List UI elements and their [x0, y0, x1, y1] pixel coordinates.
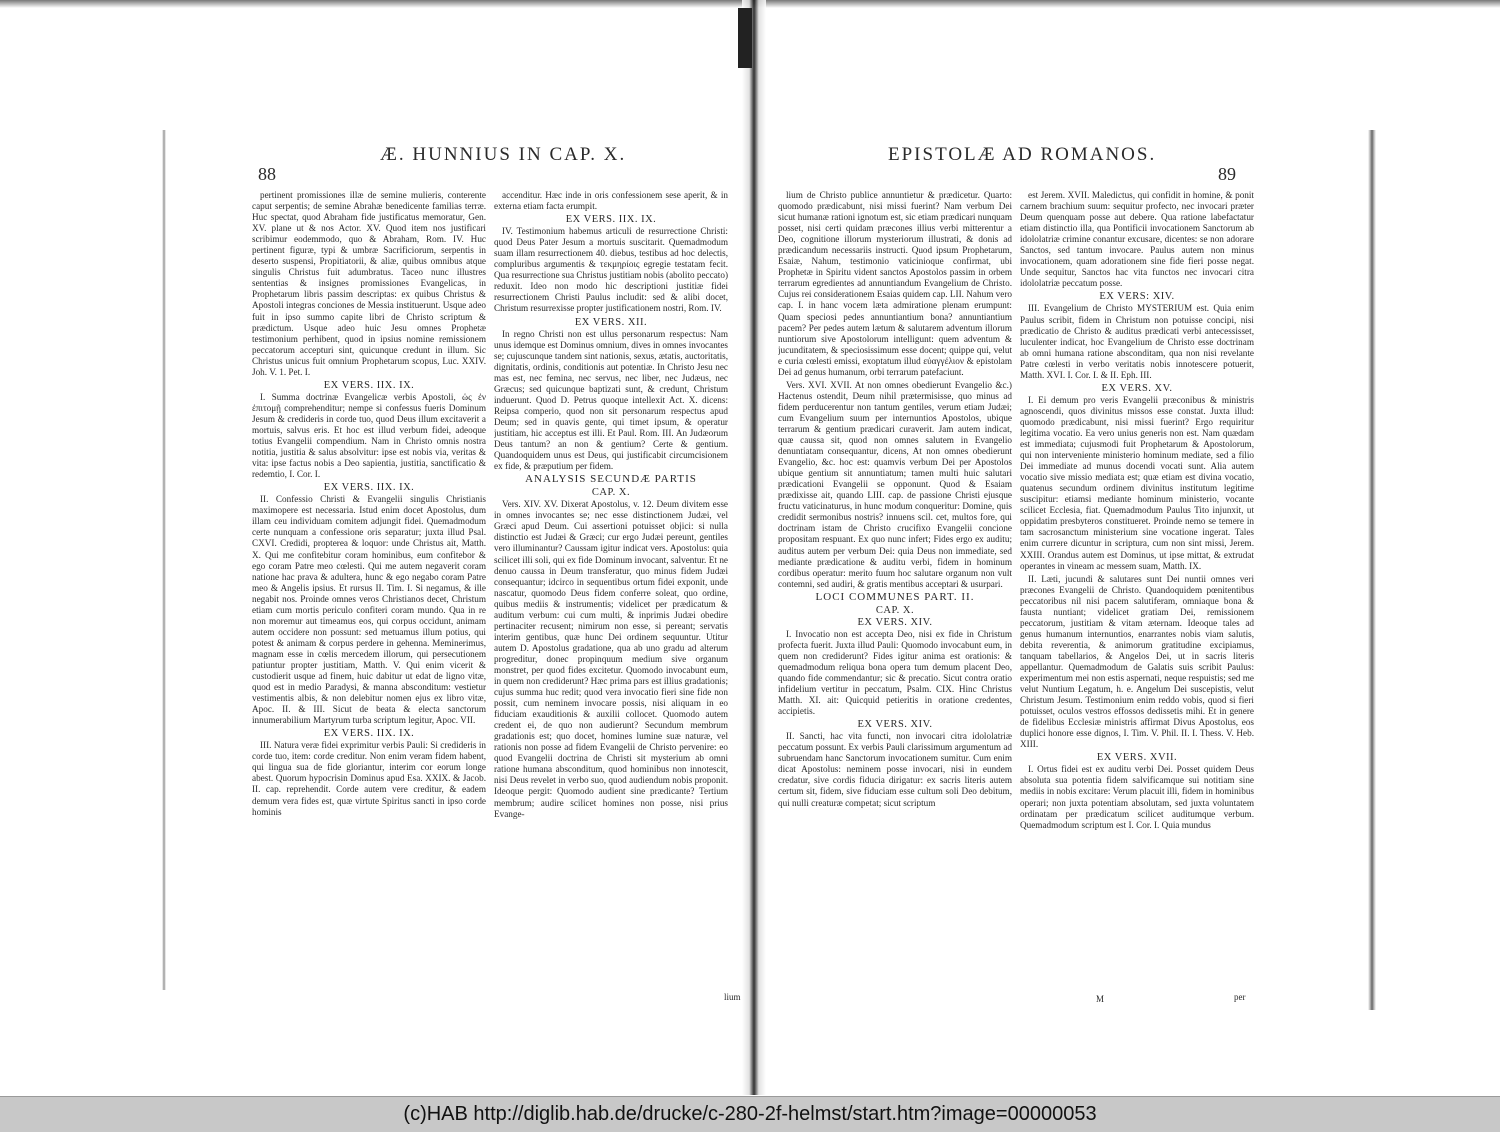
left-page [252, 140, 741, 1002]
section-heading: EX VERS. XIV. [857, 719, 933, 731]
section-heading: CAP. X. [875, 604, 915, 616]
section-heading: EX VERS. IIX. IX. [323, 379, 415, 391]
section-heading: EX VERS. IIX. IX. [323, 728, 415, 740]
paragraph: I. Summa doctrinæ Evangelicæ verbis Apostoli, ὡς ἐν ἐπιτομῇ comprehenditur; nempe si confessus fueris Dominum Jesum & credideris in corde tuo, quod Deus illum excitaverit a mortuis, salvus eris. Et hoc est illud verbum fidei, adeoque totius Evangelii compendium. Nam in Christo omnis nostra notitia, justitia & salus absolvitur: ipse est nobis via, veritas & vita: ipse factus nobis a Deo sapientia, justitia, sanctificatio & redemtio, I. Cor. I. [252, 391, 486, 480]
signature-mark: M [1096, 994, 1105, 1004]
right-page [778, 140, 1254, 1004]
section-heading: EX VERS. XV. [1101, 382, 1173, 394]
archive-credit-text: (c)HAB http://diglib.hab.de/drucke/c-280-2f-helmst/start.htm?image=00000053 [403, 1103, 1097, 1125]
section-heading: EX VERS. IIX. IX. [323, 482, 415, 494]
paragraph: I. Invocatio non est accepta Deo, nisi ex fide in Christum profecta fuerit. Juxta illud Pauli: Quomodo invocabunt eum, in quem non crediderunt? Fides igitur anima est orationis: & quemadmodum reliqua bona opera tum demum placent Deo, quando fide commendantur; sic & precatio. Sicut contra oratio infidelium vertitur in peccatum, Psalm. CIX. Hinc Christus Matth. XI. ait: Quicquid petieritis in oratione credentes, accipietis. [778, 628, 1012, 717]
left-page-header [252, 140, 732, 184]
section-heading: ANALYSIS SECUNDÆ PARTIS [525, 473, 697, 486]
section-heading: EX VERS. XVII. [1096, 752, 1178, 764]
right-column-1 [778, 190, 1012, 1000]
right-page-header [778, 140, 1252, 184]
section-heading: EX VERS: XIV. [1099, 291, 1175, 303]
section-heading: EX VERS. IIX. IX. [565, 214, 657, 226]
spine-shadow [738, 8, 752, 68]
section-heading: CAP. X. [591, 487, 631, 499]
section-heading: LOCI COMMUNES PART. II. [815, 590, 975, 603]
paragraph: Vers. XVI. XVII. At non omnes obedierunt Evangelio &c.) Hactenus ostendit, Deum nihil prætermisisse, quo minus ad fidem perducerentur non tantum gentiles, verum etiam Judæi; cum Evangelium suum per internuntios Apostolos, ubique terrarum & gentium prædicari curaverit. Jam autem indicat, quæ caussa sit, quod non omnes salutem in Evangelio denuntiatam consequantur, dicens, At non omnes obedierunt Evangelio, &c. hoc est: quamvis verbum Dei per Apostolos ubique gentium sit annuntiatum; tamen multi huic salutari prædicationi Evangelii se opponunt. Quod & Esaiam prædixisse ait, quando LIII. cap. de passione Christi ejusque fructu vaticinaturus, in hunc modum conqueritur: Domine, quis credidit sermonibus nostris? innuens scil. cet, multos fore, qui doctrinam istam de Christo crucifixo Evangelii concione propositam respuant. Ex quo nunc infert; Fides ergo ex auditu; auditus autem per verbum Dei: quia Deus non immediate, sed mediante prædicatione & auditu verbi, fidem in hominum cordibus operatur: merito fuum hoc salutare organum non vult contemni, sed audiri, & gratis mentibus acceptari & usurpari. [778, 379, 1012, 589]
running-title-right: EPISTOLÆ AD ROMANOS. [888, 144, 1157, 165]
section-heading: EX VERS. XII. [574, 316, 648, 328]
page-edge-right [1368, 130, 1376, 1010]
section-heading: EX VERS. XIV. [857, 616, 933, 628]
left-column-2 [494, 190, 728, 1000]
paragraph: II. Læti, jucundi & salutares sunt Dei nuntii omnes veri præcones Evangelii de Christo. Quandoquidem pœnitentibus peccatoribus nil nisi pacem salutiferam, omniaque bona & fausta nuntiant; videlicet gratiam Dei, remissionem peccatorum, justitiam & vitam æternam. Ideoque tales ad genus humanum internuntios, enarrantes nobis viam salutis, debita reverentia, & animorum gratitudine excipiamus, tanquam tabellarios, & Angelos Dei, ut in sacris literis appellantur. Quemadmodum de Galatis suis scribit Paulus: experimentum mei non estis aspernati, neque respuistis; sed me velut Nuntium Legatum, h. e. Angelum Dei suscepistis, velut Christum Jesum. Testimonium enim reddo vobis, quod si fieri potuisset, oculos vestros effossos dedissetis mihi. Et in genere de fidelibus Ecclesiæ ministris affirmat Divus Apostolus, eos duplici honore esse dignos, I. Tim. V. Phil. II. I. Thess. V. Heb. XIII. [1020, 573, 1254, 750]
right-page-columns [778, 190, 1254, 1000]
paragraph: I. Ei demum pro veris Evangelii præconibus & ministris agnoscendi, quos divinitus missos esse constat. Juxta illud: quomodo prædicabunt, nisi missi fuerint? Ergo requiritur legitima vocatio. Ea vero unius generis non est. Nam quædam est immediata; cujusmodi fuit Prophetarum & Apostolorum, qui non interveniente ministerio hominum mediate, sed a filio Dei immediate ad munus docendi vocati sunt. Alia autem vocatio sive missio mediata est; quæ etiam est divina vocatio, quatenus secundum ordinem divinitus institutum legitime suscipitur: etiamsi mediante hominum ministerio, vocante scilicet Ecclesia, fiat. Quemadmodum Paulus Tito injunxit, ut oppidatim presbyteros constitueret. Proinde nemo se temere in tam sacrosanctum ministerium sine vocatione ingerat. Tales enim currere dicuntur in scriptura, cum non sint missi, Jerem. XXIII. Orandus autem est Dominus, ut ipse mittat, & extrudat operantes in vineam ac messem suam, Matth. IX. [1020, 394, 1254, 571]
right-column-2 [1020, 190, 1254, 1000]
archive-credit-bar [0, 1096, 1500, 1132]
catchword-left: lium [724, 992, 741, 1002]
paragraph: est Jerem. XVII. Maledictus, qui confidit in homine, & ponit carnem brachium suum: sequitur profecto, nec invocari præter Deum quenquam posse aut debere. Qua ratione labefactatur etiam distinctio illa, qua Pontificii invocationem Sanctorum ab idololatriæ crimine conantur excusare, dicentes: se non adorare Sanctos, sed tantum invocare. Paulus autem non minus invocationem, quam adorationem sine fide fieri posse negat. Unde sequitur, Sanctos hac vita functos nec invocari citra idololatriæ peccatum posse. [1020, 190, 1254, 289]
page-number-right: 89 [1218, 164, 1236, 184]
paragraph: lium de Christo publice annuntietur & prædicetur. Quarto: quomodo prædicabunt, nisi missi fuerint? Nam verbum Dei sicut humanæ rationi ignotum est, sic etiam prædicari nunquam posset, nisi certi quidam præcones illius verbi mitterentur a Deo, cognitione illorum mysteriorum illustrati, & donis ad prædicandum necessariis instructi. Quod ipsum Prophetarum, Esaiæ, Nahum, testimonio vaticinioque confirmat, ubi Prophetæ in Spiritu vident sanctos Apostolos passim in orbem terrarum egredientes ad annuntiandum Evangelium de Christo. Cujus rei considerationem Esaias quidem cap. LII. Nahum vero cap. I. in hanc vocem læta admiratione plenam erumpunt: Quam speciosi pedes annuntiantium bona? annuntiantium pacem? Per pedes autem lætum & salutarem adventum illorum nuntiorum sive Apostolorum intelligunt: quem adventum & jucunditatem, & speciosissimum esse docent; quippe qui, velut e curia cœlesti emissi, exoptatum illud εὐαγγέλιον & epistolam Dei ad genus humanum, orbi terrarum patefaciunt. [778, 190, 1012, 377]
paragraph: In regno Christi non est ullus personarum respectus: Nam unus idemque est Dominus omnium, dives in omnes invocantes se; cujuscunque tandem sint nationis, sexus, ætatis, auctoritatis, dignitatis, ordinis, conditionis aut potentiæ. In Christo Jesu nec mas est, nec femina, nec servus, nec liber, nec Judæus, nec Græcus; sed quicunque baptizati sunt, & credunt, Christum induerunt. Quod D. Petrus quoque intellexit Act. X. dicens: Reipsa comperio, quod non sit personarum respectus apud Deum; sed in quavis gente, qui timet ipsum, & operatur justitiam, hic acceptus est illi. Et Paul. Rom. III. An Judæorum Deus tantum? an non & gentium? Certe & gentium. Quandoquidem unus est Deus, qui justificabit circumcisionem ex fide, & præputium per fidem. [494, 328, 728, 472]
left-page-columns [252, 190, 728, 1000]
page-edge-left [162, 130, 166, 990]
book-gutter [742, 0, 766, 1095]
paragraph: III. Evangelium de Christo MYSTERIUM est. Quia enim Paulus scribit, fidem in Christum non potuisse concipi, nisi prædicatio de Christo & auditus prædicati verbi antecessisset, luculenter indicat, hoc Evangelium de Christo esse doctrinam ab omni humana ratione absconditam, qua non nisi revelante Patre cœlesti in verbo veritatis nobis innotescere potuerit, Matth. XVI. I. Cor. I. & II. Eph. III. [1020, 303, 1254, 380]
paragraph: IV. Testimonium habemus articuli de resurrectione Christi: quod Deus Pater Jesum a mortuis suscitarit. Quemadmodum suam illam resurrectionem 40. diebus, testibus ad hoc delectis, compluribus argumentis & τεκμηρίοις egregie testatam fecit. Qua resurrectione sua Christus justitiam nobis (abolito peccato) reduxit. Ideo non modo hic descriptioni justitiæ fidei resurrectionem Christi Paulus includit: sed & alibi docet, Christum resurrexisse propter justificationem nostri, Rom. IV. [494, 226, 728, 314]
running-title-left: Æ. HUNNIUS IN CAP. X. [380, 144, 627, 165]
paragraph: I. Ortus fidei est ex auditu verbi Dei. Posset quidem Deus absoluta sua potentia fidem salvificamque sui notitiam sine mediis in nobis excitare: Verum placuit illi, fidem in hominibus operari; non juxta potentiam absolutam, sed juxta voluntatem ordinatam per prædicatum scilicet auditumque verbum. Quemadmodum scriptum est I. Cor. I. Quia mundus [1020, 764, 1254, 830]
left-column-1 [252, 190, 486, 1000]
catchword-right: per [1234, 992, 1246, 1002]
page-number-left: 88 [258, 164, 276, 184]
paragraph: pertinent promissiones illæ de semine mulieris, conterente caput serpentis; de semine Abrahæ benedicente familias terræ. Huc spectat, quod Abraham fide justificatus memoratur, Gen. XV. plane ut & nos Actor. XV. Quod item nos justificari scribimur eodemmodo, quo & Abraham, Rom. IV. Huc pertinent figuræ, typi & umbræ Sacrificiorum, serpentis in deserto suspensi, Propitiatorii, & aliæ, quibus omnibus atque singulis Christus fuit adumbratus. Taceo nunc illustres sententias & insignes promissiones Evangelicas, in Prophetarum libris passim descriptas: ex quibus Christus & Apostoli integras conciones de Messia instituerunt. Usque adeo fuit in ipso summo capite libri de Christo scriptum & prædictum. Usque adeo huic Jesu omnes Prophetæ testimonium perhibent, quod in ipsius nomine remissionem peccatorum accepturi sint, quicunque credunt in illum. Sic Christus unicus fuit omnium Prophetarum scopus, Luc. XXIV. Joh. V. 1. Pet. I. [252, 190, 486, 377]
paragraph: accenditur. Hæc inde in oris confessionem sese aperit, & in externa etiam facta erumpit. [494, 190, 728, 212]
paragraph: Vers. XIV. XV. Dixerat Apostolus, v. 12. Deum divitem esse in omnes invocantes se; nec esse distinctionem Judæi, vel Græci apud Deum. Cui assertioni potuisset objici: si nulla distinctio est Judæi & Græci; cur ergo Judæi pereunt, gentiles vero illuminantur? Caussam igitur indicat vers. Apostolus: quia scilicet illi soli, qui ex fide Dominum invocant, salventur. Et ne denuo caussa in Deum transferatur, quo minus fidem Judæi consequantur; idcirco in sequentibus ortum fidei exponit, unde nascatur, quomodo Deus fidem conferre soleat, quo ordine, quibus mediis & instrumentis; videlicet per prædicatum & auditum verbum: cui cum multi, & inprimis Judæi obedire pertinaciter recusent; nimirum non esse, si pereant; servatis interim gentibus, quæ hunc Dei ordinem sequuntur. Utitur autem D. Apostolus gradatione, qua ab uno gradu ad alterum progreditur, donec propinquum medium sive organum monstret, per quod fides excitetur. Quomodo invocabunt eum, in quem non crediderunt? Hæc prima pars est illius gradationis; cujus summa huc redit; quod vera invocatio fieri sine fide non possit, cum neminem invocare possis, nisi aliquam in eo fiduciam exauditionis & auxilii collocet. Quomodo autem credent ei, de quo non audierunt? Secundum membrum gradationis est; quo docet, homines lumine suæ naturæ, vel rationis non posse ad fidem Evangelii de Christo pervenire: eo quod Evangelii doctrina de Christi sit mysterium ab omni ratione humana absconditum, quod hominibus non innotescit, nisi Deus revelet in verbo suo, quod audiendum nobis proponit. Ideoque pergit: Quomodo audient sine prædicante? Tertium membrum; audire scilicet homines non posse, nisi prius Evange- [494, 499, 728, 819]
paragraph: II. Sancti, hac vita functi, non invocari citra idololatriæ peccatum possunt. Ex verbis Pauli clarissimum argumentum ad subruendam hanc Sanctorum invocationem sumitur. Cum enim dicat Apostolus: neminem posse invocari, nisi in eundem credatur, sive cordis fiducia dirigatur: ex sacris literis autem certum sit, fidem, sive fiduciam esse cultum soli Deo debitum, qui nulli creaturæ competat; sicut scriptum [778, 731, 1012, 808]
paragraph: II. Confessio Christi & Evangelii singulis Christianis maximopere est necessaria. Istud enim docet Apostolus, dum illam ceu individuam comitem adjungit fidei. Quemadmodum certe nunquam a confessione oris separatur; juxta illud Psal. CXVI. Credidi, propterea & loquor: unde Christus ait, Matth. X. Qui me confitebitur coram hominibus, eum confitebor & ego coram Patre meo cœlesti. Qui me autem negaverit coram natione hac prava & adultera, hunc & ego negabo coram Patre meo & Angelis ipsius. Et rursus II. Tim. I. Si negamus, & ille negabit nos. Proinde omnes veros Christianos decet, Christum etiam cum mortis periculo confiteri coram mundo. Qua in re non moremur aut timeamus eos, qui corpus occidunt, animam autem occidere non possunt: sed metuamus illum potius, qui potest & animam & corpus perdere in gehenna. Meminerimus, magnam esse in cœlis mercedem illorum, qui persecutionem patiuntur propter justitiam, Matth. V. Qui enim vicerit & custodierit usque ad finem, huic dabitur ut edat de ligno vitæ, quod est in medio Paradysi, & manna absconditum: vestietur vestimentis albis, & non delebitur nomen ejus ex libro vitæ, Apoc. II. & III. Sicut de beata & electa sanctorum innumerabilium Martyrum turba scriptum legitur, Apoc. VII. [252, 494, 486, 726]
paragraph: III. Natura veræ fidei exprimitur verbis Pauli: Si credideris in corde tuo, item: corde creditur. Non enim veram fidem habent, qui lingua sua de fide gloriantur, interim cor eorum longe abest. Quorum hypocrisin Dominus apud Esa. XXIX. & Jacob. II. cap. reprehendit. Corde autem vere creditur, & eadem demum vera fides est, quæ virtute Spiritus sancti in ipso corde hominis [252, 740, 486, 817]
